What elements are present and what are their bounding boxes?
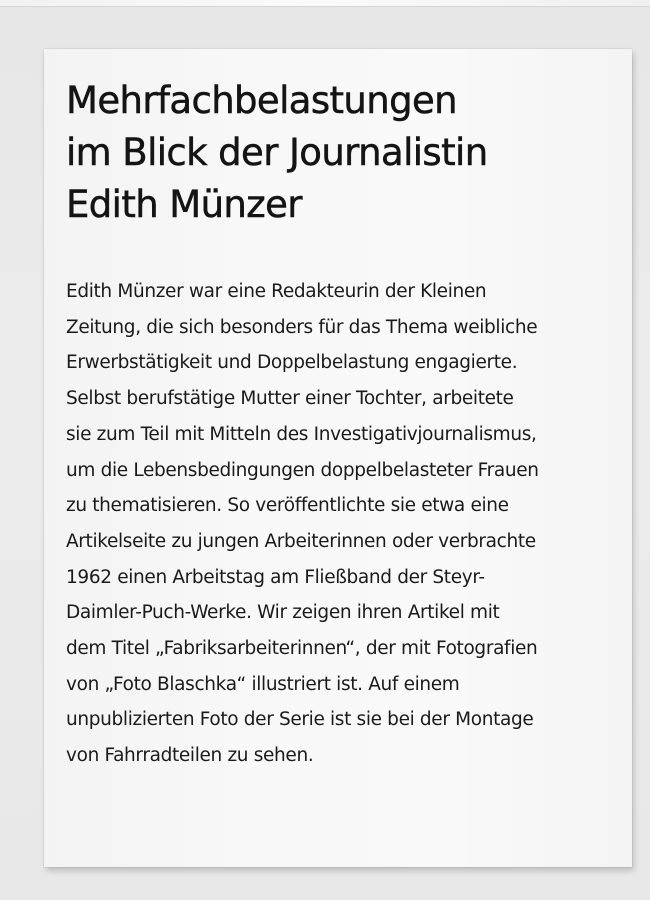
panel-body-text: [66, 274, 626, 774]
panel-title-line: im Blick der Journalistin: [66, 131, 488, 174]
exhibition-text-panel: [44, 49, 632, 867]
body-text-line: Zeitung, die sich besonders für das Thema weibliche: [66, 316, 538, 338]
body-text-line: von „Foto Blaschka“ illustriert ist. Auf einem: [66, 673, 460, 695]
body-text-line: um die Lebensbedingungen doppelbelasteter Frauen: [66, 459, 539, 481]
adjacent-panel-edge: [0, 0, 650, 7]
body-text-line: dem Titel „Fabriksarbeiterinnen“, der mit Fotografien: [66, 638, 538, 660]
panel-title-line: Mehrfachbelastungen: [66, 79, 458, 122]
body-text-line: von Fahrradteilen zu sehen.: [66, 745, 314, 767]
body-text-line: Daimler-Puch-Werke. Wir zeigen ihren Artikel mit: [66, 602, 500, 624]
body-text-line: zu thematisieren. So veröffentlichte sie etwa eine: [66, 495, 509, 517]
body-text-line: unpublizierten Foto der Serie ist sie bei der Montage: [66, 709, 534, 731]
body-text-line: Selbst berufstätige Mutter einer Tochter, arbeitete: [66, 388, 514, 410]
panel-title-line: Edith Münzer: [66, 183, 302, 226]
body-text-line: Edith Münzer war eine Redakteurin der Kleinen: [66, 281, 487, 302]
panel-title: [66, 75, 626, 231]
body-text-line: Artikelseite zu jungen Arbeiterinnen oder verbrachte: [66, 530, 536, 552]
body-text-line: Erwerbstätigkeit und Doppelbelastung engagierte.: [66, 352, 518, 374]
body-text-line: 1962 einen Arbeitstag am Fließband der Steyr-: [66, 566, 485, 588]
body-text-line: sie zum Teil mit Mitteln des Investigativjournalismus,: [66, 423, 537, 445]
